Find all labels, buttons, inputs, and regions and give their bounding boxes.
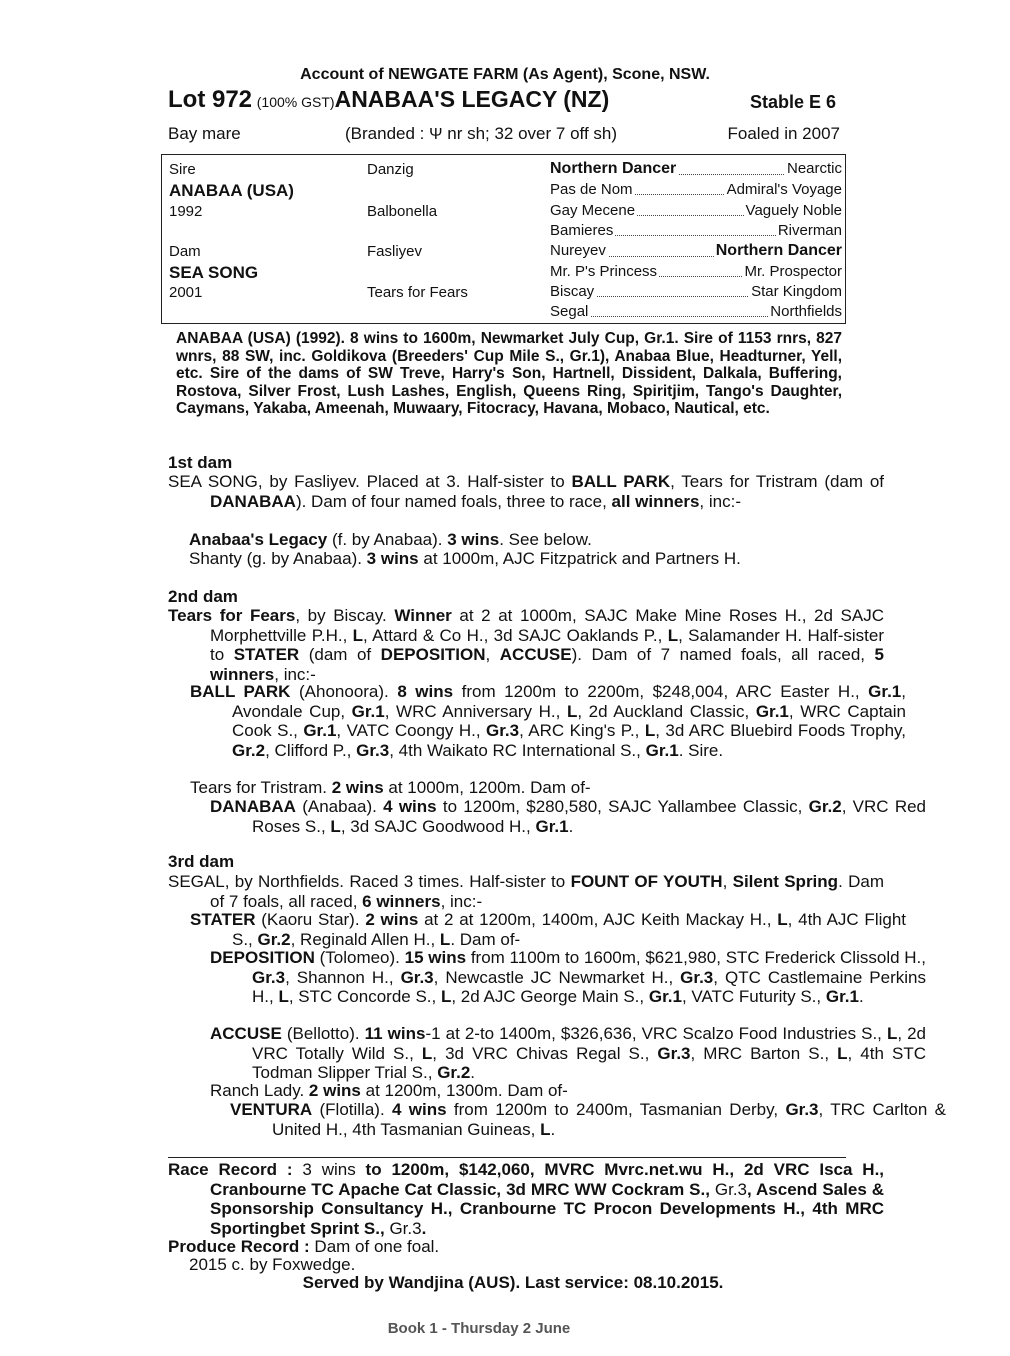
sire-year: 1992 bbox=[169, 203, 203, 220]
first-dam-progeny: Shanty (g. by Anabaa). 3 wins at 1000m, AJC Fitzpatrick and Partners H. bbox=[189, 549, 741, 568]
served-by-line: Served by Wandjina (AUS). Last service: 08.10.2015. bbox=[302, 1273, 724, 1292]
ancestor-row: Segal Northfields bbox=[550, 303, 842, 320]
consignor-line: Account of NEWGATE FARM (As Agent), Scone, NSW. bbox=[300, 66, 710, 83]
third-dam-paragraph: SEGAL, by Northfields. Raced 3 times. Half-sister to FOUNT OF YOUTH, Silent Spring. Dam of 7 foals, all raced, 6 winners, inc:- bbox=[168, 872, 885, 911]
dam-name: SEA SONG bbox=[169, 263, 259, 282]
sire-sire: Danzig bbox=[367, 161, 414, 178]
second-dam-progeny: BALL PARK (Ahonoora). 8 wins from 1200m to 2200m, $248,004, ARC Easter H., Gr.1, Avondale Cup, Gr.1, WRC Anniversary H., L, 2d Auckland Classic, Gr.1, WRC Captain Cook S., Gr.1, VATC Coongy H., Gr.3, ARC King's P., L, 3d ARC Bluebird Foods Trophy, Gr.2, Clifford P., Gr.3, 4th Waikato RC International S., Gr.1. Sire. bbox=[190, 682, 906, 760]
brand-symbol-icon: Ψ bbox=[429, 126, 443, 143]
third-dam-great-grand-progeny: VENTURA (Flotilla). 4 wins from 1200m to 2400m, Tasmanian Derby, Gr.3, TRC Carlton & United H., 4th Tasmanian Guineas, L. bbox=[230, 1100, 947, 1139]
dam-label: Dam bbox=[169, 243, 201, 260]
second-dam-paragraph: Tears for Fears, by Biscay. Winner at 2 at 1000m, SAJC Make Mine Roses H., 2d SAJC Morphettville P.H., L, Attard & Co H., 3d SAJC Oaklands P., L, Salamander H. Half-sister to STATER (dam of DEPOSITION, ACCUSE). Dam of 7 named foals, all raced, 5 winners, inc:- bbox=[168, 606, 884, 684]
section-divider bbox=[168, 1157, 846, 1158]
second-dam-heading: 2nd dam bbox=[168, 587, 238, 606]
foal-entry: 2015 c. by Foxwedge. bbox=[189, 1255, 356, 1274]
stable-location: Stable E 6 bbox=[749, 92, 836, 112]
ancestor-row: Bamieres Riverman bbox=[550, 222, 842, 239]
gst-note: (100% GST) bbox=[256, 94, 335, 110]
third-dam-grand-progeny: Ranch Lady. 2 wins at 1200m, 1300m. Dam of- bbox=[210, 1081, 568, 1100]
second-dam-grand-progeny: DANABAA (Anabaa). 4 wins to 1200m, $280,580, SAJC Yallambee Classic, Gr.2, VRC Red Roses S., L, 3d SAJC Goodwood H., Gr.1. bbox=[210, 797, 927, 836]
race-record: Race Record : 3 wins to 1200m, $142,060, MVRC Mvrc.net.wu H., 2d VRC Isca H., Cranbourne TC Apache Cat Classic, 3d MRC WW Cockram S., Gr.3, Ascend Sales & Sponsorship Consultancy H., Cranbourne TC Procon Developments H., 4th MRC Sportingbet Sprint S., Gr.3. bbox=[168, 1160, 885, 1238]
third-dam-grand-progeny: DEPOSITION (Tolomeo). 15 wins from 1100m to 1600m, $621,980, STC Frederick Clissold H., Gr.3, Shannon H., Gr.3, Newcastle JC Newmarket H., Gr.3, QTC Castlemaine Perkins H., L, STC Concorde S., L, 2d AJC George Main S., Gr.1, VATC Futurity S., Gr.1. bbox=[210, 948, 927, 1006]
third-dam-heading: 3rd dam bbox=[168, 852, 235, 871]
sire-dam: Balbonella bbox=[367, 203, 438, 220]
sire-label: Sire bbox=[169, 161, 196, 178]
ancestor-row: Biscay Star Kingdom bbox=[550, 283, 842, 300]
pedigree-table bbox=[161, 154, 846, 324]
sire-summary: ANABAA (USA) (1992). 8 wins to 1600m, Newmarket July Cup, Gr.1. Sire of 1153 rnrs, 827 wnrs, 88 SW, inc. Goldikova (Breeders' Cup Mile S., Gr.1), Anabaa Blue, Headturner, Yell, etc. Sire of the dams of SW Treve, Harry's Son, Hartnell, Dissident, Dalkala, Buffering, Rostova, Silver Frost, Lush Lashes, English, Queens Ring, Spiritjim, Tango's Daughter, Caymans, Yakaba, Ameenah, Muwaary, Fitocracy, Havana, Mobaco, Nautical, etc. bbox=[176, 330, 842, 417]
ancestor-row: Gay Mecene Vaguely Noble bbox=[550, 202, 842, 219]
first-dam-heading: 1st dam bbox=[168, 453, 233, 472]
third-dam-grand-progeny: ACCUSE (Bellotto). 11 wins-1 at 2-to 1400m, $326,636, VRC Scalzo Food Industries S., L, 2d VRC Totally Wild S., L, 3d VRC Chivas Regal S., Gr.3, MRC Barton S., L, 4th STC Todman Slipper Trial S., Gr.2. bbox=[210, 1024, 927, 1082]
produce-record: Produce Record : Dam of one foal. bbox=[168, 1237, 440, 1256]
first-dam-paragraph: SEA SONG, by Fasliyev. Placed at 3. Half-sister to BALL PARK, Tears for Tristram (dam of DANABAA). Dam of four named foals, three to race, all winners, inc:- bbox=[168, 472, 885, 511]
dam-sire: Fasliyev bbox=[367, 243, 423, 260]
horse-name: ANABAA'S LEGACY (NZ) bbox=[334, 86, 610, 112]
third-dam-progeny: STATER (Kaoru Star). 2 wins at 2 at 1200m, 1400m, AJC Keith Mackay H., L, 4th AJC Flight S., Gr.2, Reginald Allen H., L. Dam of- bbox=[190, 910, 907, 949]
horse-sex: Bay mare bbox=[168, 124, 241, 143]
dam-dam: Tears for Fears bbox=[367, 284, 468, 301]
brand-info: (Branded : Ψ nr sh; 32 over 7 off sh) bbox=[345, 124, 618, 143]
lot-title-line bbox=[168, 86, 848, 114]
ancestor-row: Mr. P's Princess Mr. Prospector bbox=[550, 263, 842, 280]
lot-number: Lot 972 bbox=[168, 86, 253, 113]
second-dam-progeny: Tears for Tristram. 2 wins at 1000m, 1200m. Dam of- bbox=[190, 778, 591, 797]
ancestor-row: Nureyev Northern Dancer bbox=[550, 242, 842, 259]
sire-name: ANABAA (USA) bbox=[169, 181, 294, 200]
dam-year: 2001 bbox=[169, 284, 203, 301]
foaled-year: Foaled in 2007 bbox=[727, 124, 840, 143]
ancestor-row: Northern Dancer Nearctic bbox=[550, 160, 842, 177]
ancestor-row: Pas de Nom Admiral's Voyage bbox=[550, 181, 842, 198]
page-footer: Book 1 - Thursday 2 June bbox=[387, 1320, 571, 1337]
first-dam-progeny: Anabaa's Legacy (f. by Anabaa). 3 wins. See below. bbox=[189, 530, 592, 549]
